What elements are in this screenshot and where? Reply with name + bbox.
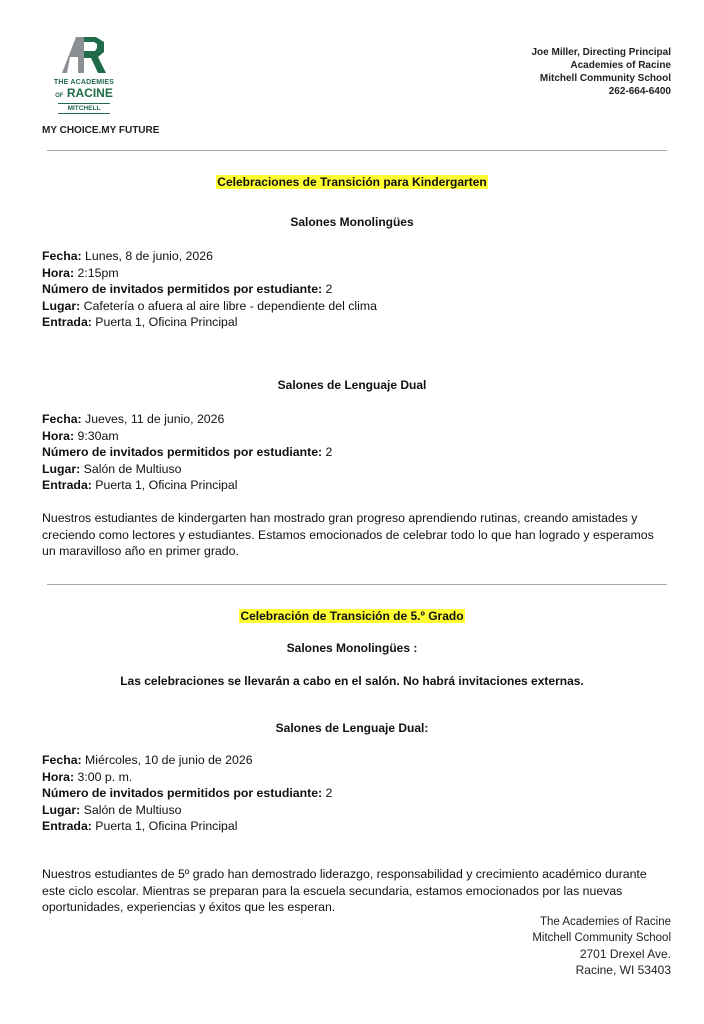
footer-org: The Academies of Racine xyxy=(539,916,671,928)
fecha-row: Fecha: Jueves, 11 de junio, 2026 xyxy=(42,412,225,426)
school-logo xyxy=(52,33,116,114)
invitados-row: Número de invitados permitidos por estudiante: 2 xyxy=(42,786,333,800)
kinder-mono-details xyxy=(42,248,377,331)
kinder-paragraph: Nuestros estudiantes de kindergarten han mostrado gran progreso aprendiendo rutinas, creando amistades y creciendo como lectores y estudiantes. Estamos emocionados de celebrar todo lo que han logrado y esperamos un maravilloso año en primer grado. xyxy=(42,511,654,558)
hora-row: Hora: 9:30am xyxy=(42,428,119,443)
fifth-dual-heading: Salones de Lenguaje Dual: xyxy=(275,721,429,735)
divider xyxy=(47,150,667,151)
fecha-row: Fecha: Miércoles, 10 de junio de 2026 xyxy=(42,753,253,767)
kinder-dual-details xyxy=(42,411,332,494)
logo-line3: MITCHELL xyxy=(58,103,110,114)
tagline: MY CHOICE.MY FUTURE xyxy=(42,125,160,136)
fecha-row: Fecha: Lunes, 8 de junio, 2026 xyxy=(42,249,213,263)
footer-school: Mitchell Community School xyxy=(532,932,671,944)
contact-name: Joe Miller, Directing Principal xyxy=(531,47,671,58)
kinder-dual-heading: Salones de Lenguaje Dual xyxy=(277,378,427,392)
contact-phone: 262-664-6400 xyxy=(608,86,671,97)
lugar-row: Lugar: Salón de Multiuso xyxy=(42,802,182,817)
lugar-row: Lugar: Cafetería o afuera al aire libre - dependiente del clima xyxy=(42,298,377,313)
footer-city: Racine, WI 53403 xyxy=(575,963,671,977)
invitados-row: Número de invitados permitidos por estudiante: 2 xyxy=(42,282,333,296)
invitados-row: Número de invitados permitidos por estudiante: 2 xyxy=(42,445,333,459)
entrada-row: Entrada: Puerta 1, Oficina Principal xyxy=(42,819,238,833)
contact-school: Mitchell Community School xyxy=(539,73,671,84)
kinder-title: Celebraciones de Transición para Kindergarten xyxy=(217,175,487,189)
ar-logo-icon xyxy=(54,33,114,77)
fifth-paragraph: Nuestros estudiantes de 5º grado han demostrado liderazgo, responsabilidad y crecimiento académico durante este ciclo escolar. Mientras se preparan para la escuela secundaria, estamos emocionados por las nuevas oportunidades, experiencias y éxitos que les esperan. xyxy=(42,867,647,914)
contact-org: Academies of Racine xyxy=(570,60,671,71)
entrada-row: Entrada: Puerta 1, Oficina Principal xyxy=(42,478,238,492)
fifth-mono-note: Las celebraciones se llevarán a cabo en el salón. No habrá invitaciones externas. xyxy=(120,674,584,688)
entrada-row: Entrada: Puerta 1, Oficina Principal xyxy=(42,315,238,329)
kinder-mono-heading: Salones Monolingües xyxy=(290,215,414,229)
divider xyxy=(47,584,667,585)
lugar-row: Lugar: Salón de Multiuso xyxy=(42,461,182,476)
logo-line1: THE ACADEMIES xyxy=(53,79,115,86)
fifth-dual-details xyxy=(42,752,332,835)
fifth-title: Celebración de Transición de 5.º Grado xyxy=(240,609,464,623)
footer-address xyxy=(532,914,671,978)
contact-block xyxy=(532,46,672,98)
hora-row: Hora: 3:00 p. m. xyxy=(42,769,133,784)
logo-line2: OF RACINE xyxy=(55,86,113,100)
fifth-mono-heading: Salones Monolingües : xyxy=(286,641,418,655)
footer-street: 2701 Drexel Ave. xyxy=(579,947,671,961)
hora-row: Hora: 2:15pm xyxy=(42,265,119,280)
